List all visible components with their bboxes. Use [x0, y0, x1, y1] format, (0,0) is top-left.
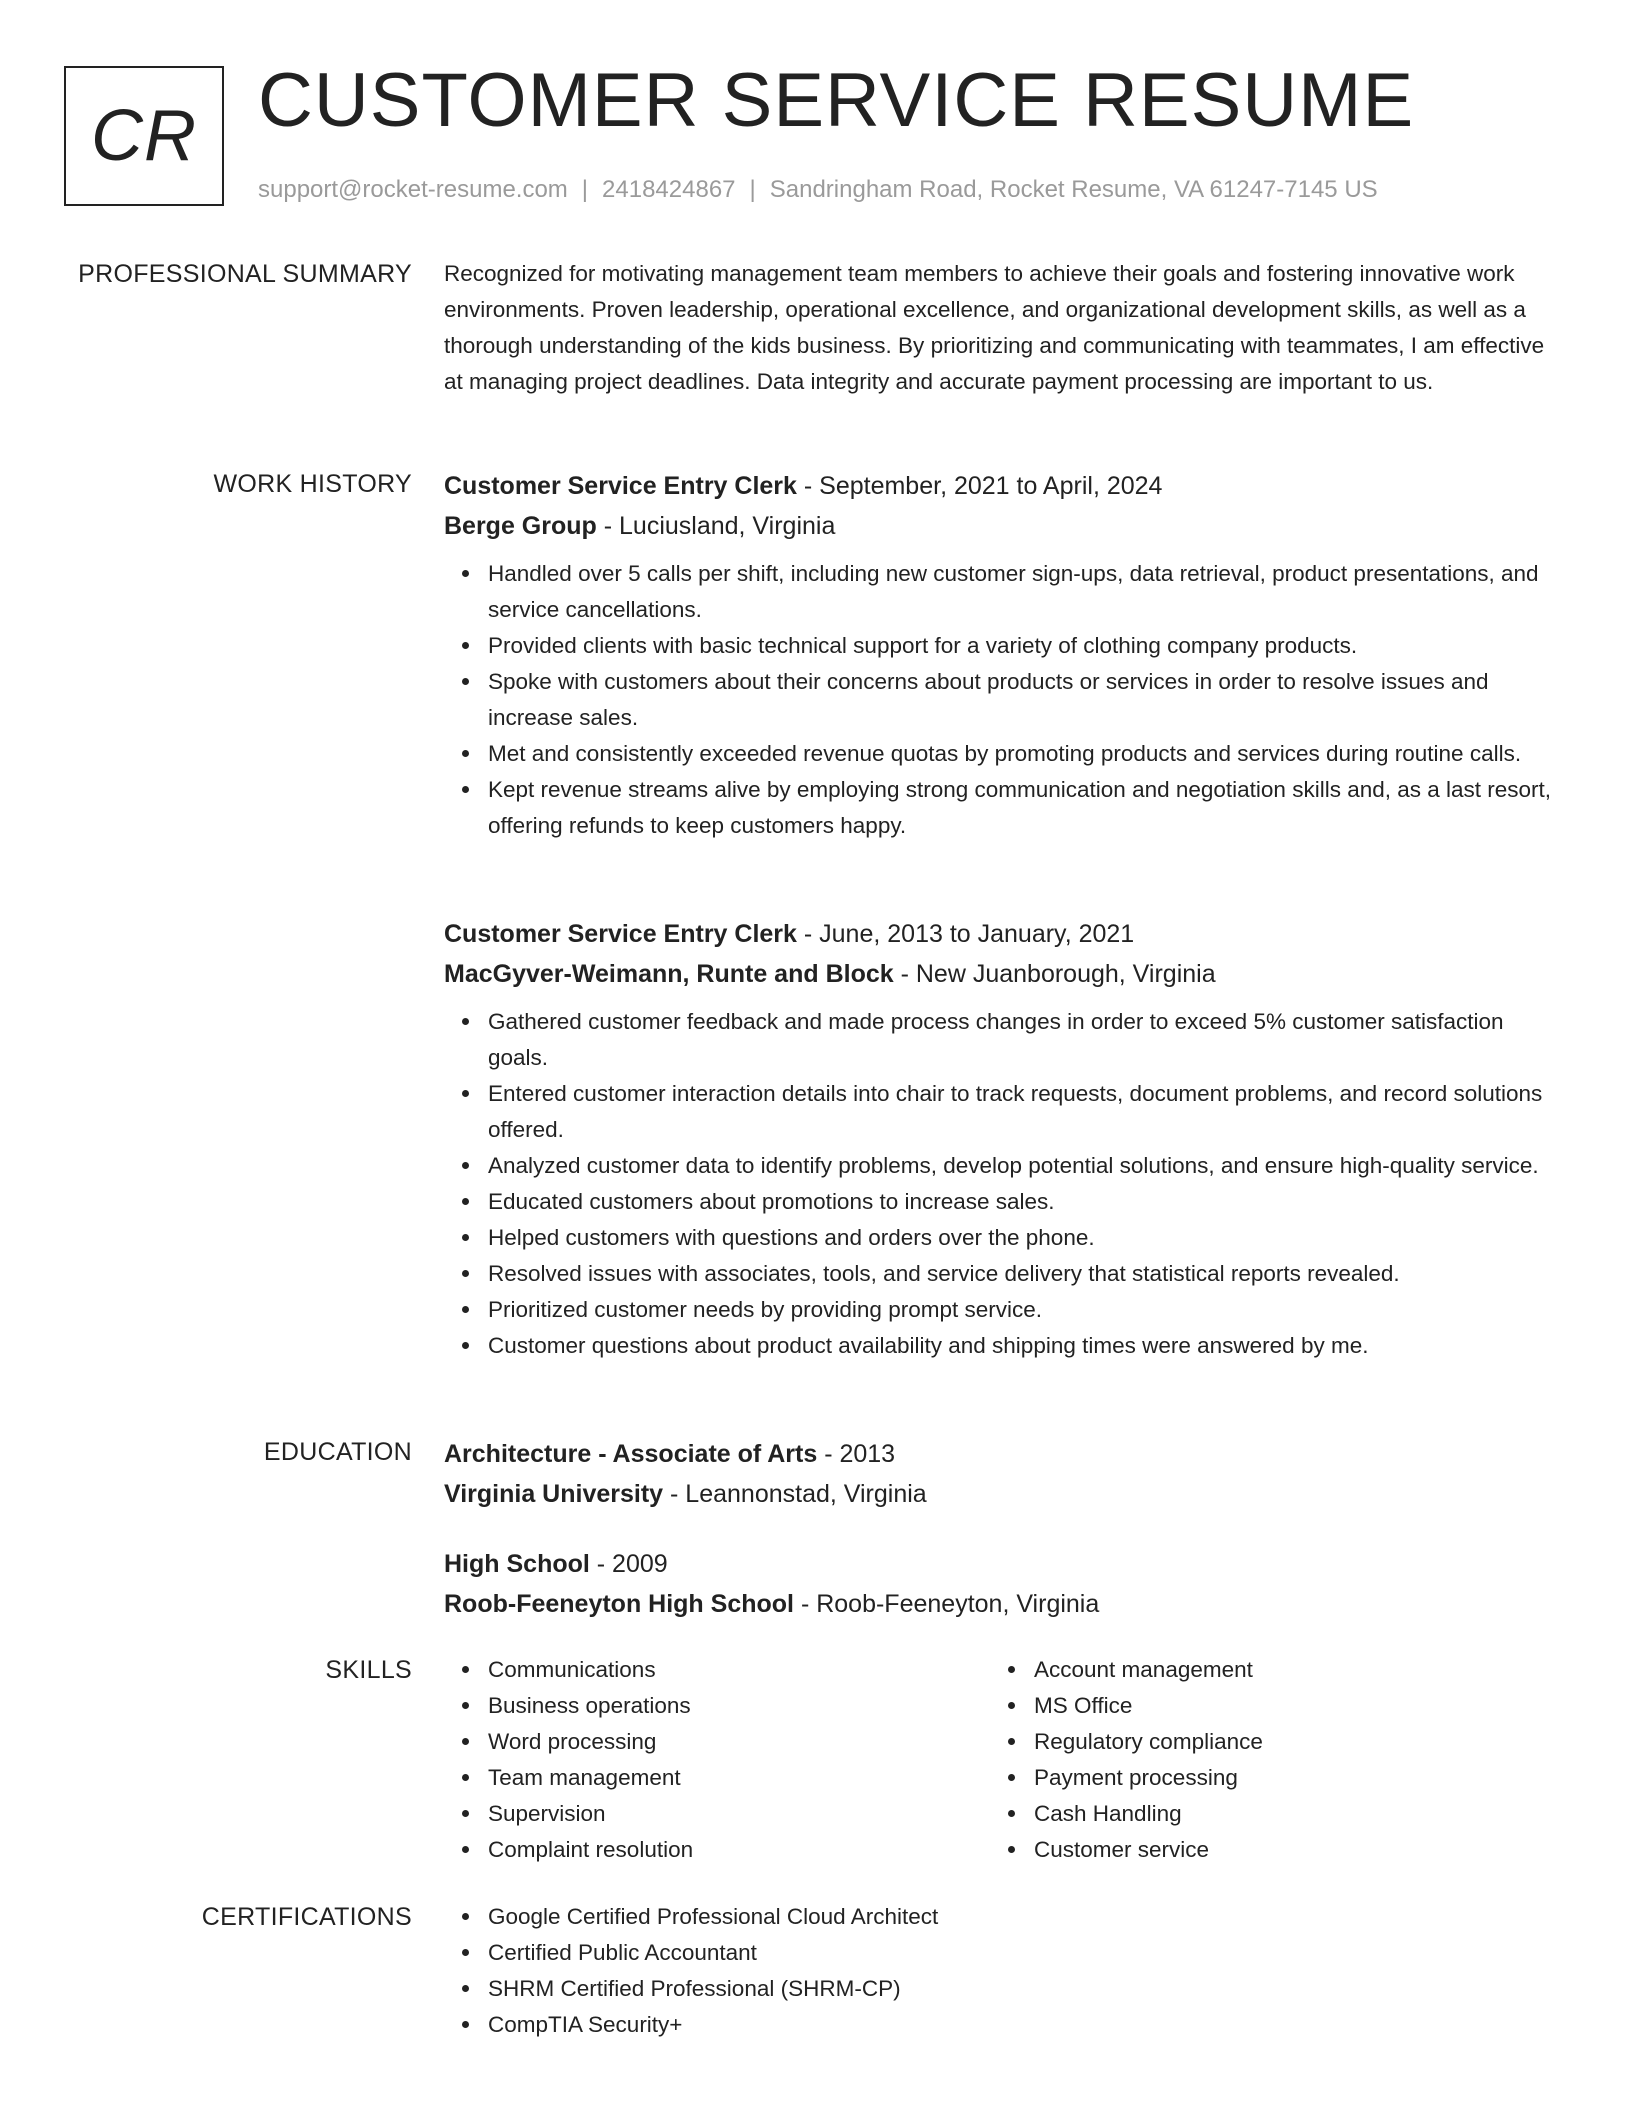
skill-item: Communications [488, 1652, 693, 1688]
job-dates: - September, 2021 to April, 2024 [796, 472, 1163, 500]
job-duty: Entered customer interaction details into chair to track requests, document problems, and record solutions offered. [488, 1076, 1564, 1148]
skill-item: Business operations [488, 1688, 693, 1724]
job-duty: Handled over 5 calls per shift, including new customer sign-ups, data retrieval, product presentations, and service cancellations. [488, 556, 1564, 628]
education-year: - 2013 [817, 1440, 896, 1468]
skill-item: Customer service [1034, 1832, 1263, 1868]
certification-item: Certified Public Accountant [488, 1935, 1564, 1971]
job-entry [444, 466, 1564, 844]
job-title: Customer Service Entry Clerk [444, 920, 797, 948]
skills-list [444, 1652, 693, 1868]
job-location: - New Juanborough, Virginia [893, 960, 1216, 988]
section-heading-skills: SKILLS [325, 1656, 412, 1684]
skills-column-left [444, 1652, 693, 1868]
job-org-line [444, 954, 1564, 994]
job-duty: Spoke with customers about their concerns about products or services in order to resolve issues and increase sales. [488, 664, 1564, 736]
education-entry [444, 1434, 1564, 1514]
job-duty: Helped customers with questions and orders over the phone. [488, 1220, 1564, 1256]
skill-item: Account management [1034, 1652, 1263, 1688]
job-duty: Prioritized customer needs by providing prompt service. [488, 1292, 1564, 1328]
job-org-line [444, 506, 1564, 546]
section-heading-summary: PROFESSIONAL SUMMARY [78, 260, 412, 288]
education-school-line [444, 1474, 1564, 1514]
job-title-line [444, 466, 1564, 506]
summary-text: Recognized for motivating management team members to achieve their goals and fostering innovative work environments. Proven leadership, operational excellence, and organizational development skills, as well as a thorough understanding of the kids business. By prioritizing and communicating with teammates, I am effective at managing project deadlines. Data integrity and accurate payment processing are important to us. [444, 261, 1545, 394]
job-title-line [444, 914, 1564, 954]
section-heading-certifications: CERTIFICATIONS [201, 1903, 412, 1931]
certifications-list [444, 1899, 1564, 2043]
certification-item: Google Certified Professional Cloud Architect [488, 1899, 1564, 1935]
certification-item: SHRM Certified Professional (SHRM-CP) [488, 1971, 1564, 2007]
certifications-body [444, 1899, 1564, 2043]
job-duty: Educated customers about promotions to increase sales. [488, 1184, 1564, 1220]
resume-title: CUSTOMER SERVICE RESUME [258, 58, 1415, 143]
education-school: Virginia University [444, 1480, 664, 1508]
contact-line [258, 174, 1378, 206]
skill-item: Word processing [488, 1724, 693, 1760]
skill-item: MS Office [1034, 1688, 1263, 1724]
education-entry [444, 1544, 1564, 1624]
skill-item: Supervision [488, 1796, 693, 1832]
monogram-logo [64, 66, 224, 206]
job-duty: Gathered customer feedback and made process changes in order to exceed 5% customer satisfaction goals. [488, 1004, 1564, 1076]
skill-item: Payment processing [1034, 1760, 1263, 1796]
summary-body [444, 256, 1564, 400]
job-company: Berge Group [444, 512, 597, 540]
education-school: Roob-Feeneyton High School [444, 1590, 794, 1618]
job-company: MacGyver-Weimann, Runte and Block [444, 960, 894, 988]
skill-item: Cash Handling [1034, 1796, 1263, 1832]
job-duties-list [444, 1004, 1564, 1364]
job-duty: Met and consistently exceeded revenue quotas by promoting products and services during routine calls. [488, 736, 1564, 772]
job-duties-list [444, 556, 1564, 844]
contact-separator: | [749, 176, 756, 203]
education-degree-line [444, 1544, 1564, 1584]
job-location: - Luciusland, Virginia [596, 512, 836, 540]
section-heading-education: EDUCATION [263, 1438, 412, 1466]
section-heading-work-history: WORK HISTORY [213, 470, 412, 498]
education-school-line [444, 1584, 1564, 1624]
contact-phone[interactable]: 2418424867 [602, 176, 736, 203]
job-dates: - June, 2013 to January, 2021 [796, 920, 1135, 948]
skills-list [990, 1652, 1263, 1868]
skill-item: Team management [488, 1760, 693, 1796]
job-duty: Resolved issues with associates, tools, and service delivery that statistical reports revealed. [488, 1256, 1564, 1292]
job-entry [444, 914, 1564, 1364]
skill-item: Regulatory compliance [1034, 1724, 1263, 1760]
job-title: Customer Service Entry Clerk [444, 472, 797, 500]
education-location: - Leannonstad, Virginia [663, 1480, 927, 1508]
job-duty: Provided clients with basic technical support for a variety of clothing company products. [488, 628, 1564, 664]
monogram-initials: CR [91, 96, 197, 176]
job-duty: Kept revenue streams alive by employing strong communication and negotiation skills and, as a last resort, offering refunds to keep customers happy. [488, 772, 1564, 844]
education-degree: High School [444, 1550, 590, 1578]
job-duty: Analyzed customer data to identify problems, develop potential solutions, and ensure high-quality service. [488, 1148, 1564, 1184]
education-year: - 2009 [589, 1550, 668, 1578]
contact-separator: | [581, 176, 589, 203]
certification-item: CompTIA Security+ [488, 2007, 1564, 2043]
contact-address: Sandringham Road, Rocket Resume, VA 61247-7145 US [769, 176, 1378, 203]
education-degree: Architecture - Associate of Arts [444, 1440, 818, 1468]
skill-item: Complaint resolution [488, 1832, 693, 1868]
education-location: - Roob-Feeneyton, Virginia [794, 1590, 1100, 1618]
skills-column-right [990, 1652, 1263, 1868]
contact-email[interactable]: support@rocket-resume.com [258, 176, 568, 203]
job-duty: Customer questions about product availability and shipping times were answered by me. [488, 1328, 1564, 1364]
education-degree-line [444, 1434, 1564, 1474]
